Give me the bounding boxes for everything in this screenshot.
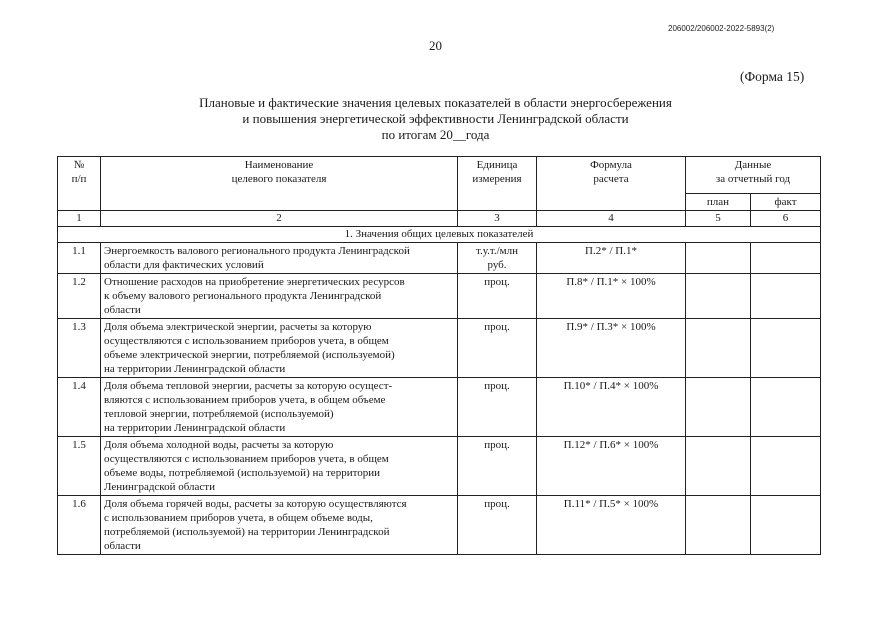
row-num: 1.2 <box>58 274 101 319</box>
row-unit: проц. <box>458 437 537 496</box>
row-name: Энергоемкость валового регионального продукта Ленинградской области для фактических условий <box>101 243 458 274</box>
row-fact-cell <box>751 319 821 378</box>
title-line-1: Плановые и фактические значения целевых показателей в области энергосбережения <box>199 95 672 110</box>
header-row <box>58 157 821 194</box>
column-number: 1 <box>58 211 101 227</box>
row-name: Доля объема электрической энергии, расчеты за которую осуществляются с использованием приборов учета, в общем объеме электрической энергии, потребляемой (используемой) на территории Ленинградской области <box>101 319 458 378</box>
header-fact: факт <box>751 194 821 211</box>
document-id: 206002/206002-2022-5893(2) <box>668 24 775 33</box>
column-number: 3 <box>458 211 537 227</box>
row-plan-cell <box>686 319 751 378</box>
row-fact-cell <box>751 437 821 496</box>
row-unit: проц. <box>458 319 537 378</box>
row-plan-cell <box>686 243 751 274</box>
header-name: Наименование целевого показателя <box>101 157 458 211</box>
table-row <box>58 319 821 378</box>
header-num: № п/п <box>58 157 101 211</box>
row-num: 1.4 <box>58 378 101 437</box>
header-plan: план <box>686 194 751 211</box>
row-unit: проц. <box>458 496 537 555</box>
table-row <box>58 437 821 496</box>
row-name: Доля объема холодной воды, расчеты за которую осуществляются с использованием приборов учета, в общем объеме воды, потребляемой (используемой) на территории Ленинградской области <box>101 437 458 496</box>
row-unit: т.у.т./млн руб. <box>458 243 537 274</box>
table-row <box>58 243 821 274</box>
row-formula: П.10* / П.4* × 100% <box>537 378 686 437</box>
column-number: 6 <box>751 211 821 227</box>
header-formula: Формула расчета <box>537 157 686 211</box>
column-number: 4 <box>537 211 686 227</box>
row-num: 1.5 <box>58 437 101 496</box>
page-number: 20 <box>429 38 442 53</box>
row-plan-cell <box>686 378 751 437</box>
row-formula: П.12* / П.6* × 100% <box>537 437 686 496</box>
row-name: Отношение расходов на приобретение энергетических ресурсов к объему валового регионального продукта Ленинградской области <box>101 274 458 319</box>
title-line-2: и повышения энергетической эффективности Ленинградской области <box>242 111 629 126</box>
column-number: 5 <box>686 211 751 227</box>
table-row <box>58 274 821 319</box>
row-num: 1.6 <box>58 496 101 555</box>
header-unit: Единица измерения <box>458 157 537 211</box>
header-data: Данные за отчетный год <box>686 157 821 194</box>
row-formula: П.9* / П.3* × 100% <box>537 319 686 378</box>
row-formula: П.11* / П.5* × 100% <box>537 496 686 555</box>
row-unit: проц. <box>458 274 537 319</box>
row-formula: П.8* / П.1* × 100% <box>537 274 686 319</box>
table-row <box>58 378 821 437</box>
row-fact-cell <box>751 243 821 274</box>
table-row <box>58 496 821 555</box>
row-name: Доля объема тепловой энергии, расчеты за которую осущест- вляются с использованием приборов учета, в общем объеме тепловой энергии, потребляемой (используемой) на территории Ленинградской области <box>101 378 458 437</box>
document-title <box>150 95 721 143</box>
title-line-3: по итогам 20__года <box>381 127 490 142</box>
section-title: 1. Значения общих целевых показателей <box>58 227 821 243</box>
row-fact-cell <box>751 378 821 437</box>
row-num: 1.1 <box>58 243 101 274</box>
row-plan-cell <box>686 437 751 496</box>
row-unit: проц. <box>458 378 537 437</box>
row-num: 1.3 <box>58 319 101 378</box>
row-name: Доля объема горячей воды, расчеты за которую осуществляются с использованием приборов учета, в общем объеме воды, потребляемой (используемой) на территории Ленинградской области <box>101 496 458 555</box>
row-fact-cell <box>751 496 821 555</box>
column-number: 2 <box>101 211 458 227</box>
row-plan-cell <box>686 496 751 555</box>
row-plan-cell <box>686 274 751 319</box>
section-row <box>58 227 821 243</box>
row-fact-cell <box>751 274 821 319</box>
column-number-row <box>58 211 821 227</box>
form-label: (Форма 15) <box>740 69 805 84</box>
row-formula: П.2* / П.1* <box>537 243 686 274</box>
indicators-table <box>57 156 821 555</box>
